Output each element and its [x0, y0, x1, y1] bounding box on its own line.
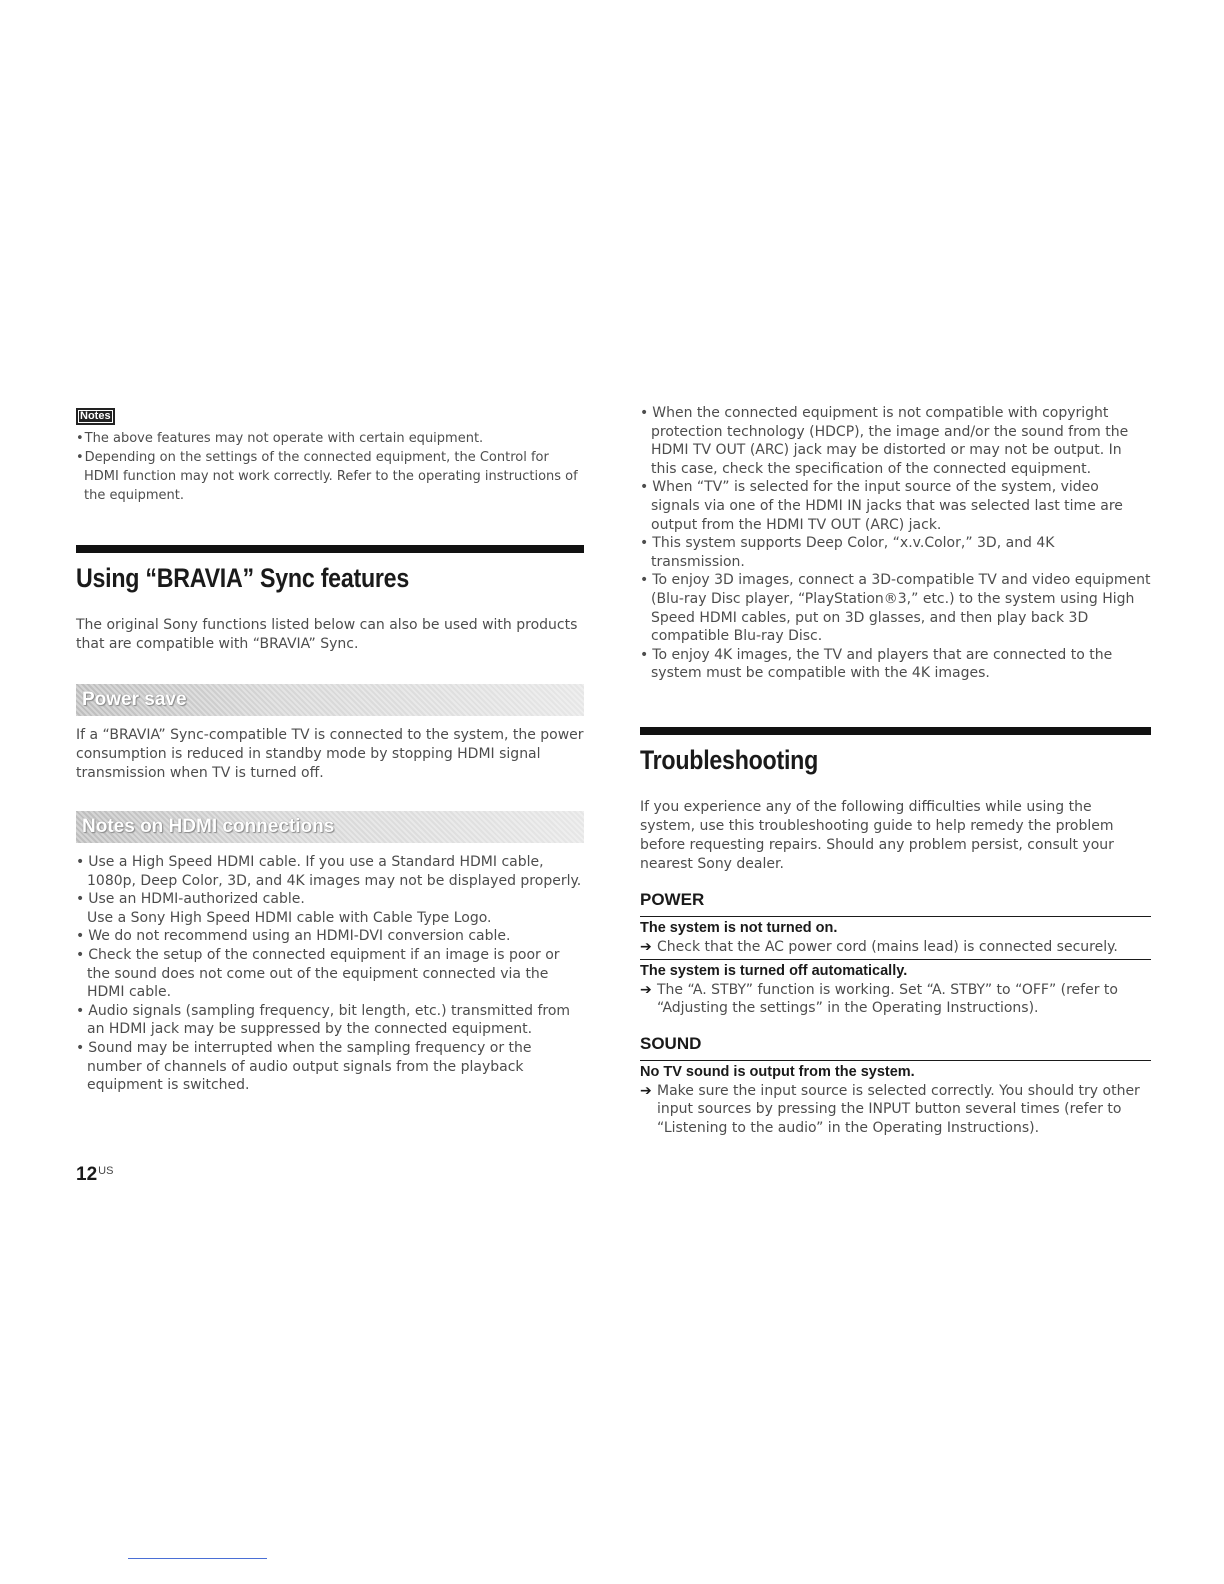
issue-title: No TV sound is output from the system. [640, 1060, 1151, 1082]
bottom-divider [128, 1558, 267, 1559]
issue-remedy: ➔ The “A. STBY” function is working. Set “A. STBY” to “OFF” (refer to “Adjusting the settings” in the Operating Instructions). [640, 981, 1118, 1017]
notes-badge: Notes [76, 408, 115, 425]
power-save-heading-text: Power save [82, 689, 187, 710]
arrow-right-icon: ➔ [640, 1082, 652, 1099]
troubleshooting-intro: If you experience any of the following difficulties while using the system, use this troubleshooting guide to help remedy the problem before requesting repairs. Should any problem persist, consult your nearest Sony dealer. [640, 798, 1114, 872]
notes-item: • Depending on the settings of the connected equipment, the Control for HDMI function may not work correctly. Refer to the operating instructions of the equipment. [76, 448, 584, 505]
power-heading: POWER [640, 889, 705, 909]
list-item: • Use a High Speed HDMI cable. If you use a Standard HDMI cable, 1080p, Deep Color, 3D, and 4K images may not be displayed properly. [76, 853, 584, 890]
page-suffix: US [98, 1165, 114, 1177]
issue-remedy: ➔ Make sure the input source is selected correctly. You should try other input sources by pressing the INPUT button several times (refer to “Listening to the audio” in the Operating Instructions). [640, 1082, 1140, 1136]
hdmi-notes-heading [76, 811, 584, 843]
left-column [76, 404, 584, 1095]
section-rule [76, 545, 584, 553]
list-item: • Check the setup of the connected equipment if an image is poor or the sound does not come out of the equipment connected via the HDMI cable. [76, 946, 584, 1002]
arrow-right-icon: ➔ [640, 981, 652, 998]
issue-title: The system is not turned on. [640, 916, 1151, 938]
list-item: • Audio signals (sampling frequency, bit length, etc.) transmitted from an HDMI jack may be suppressed by the connected equipment. [76, 1002, 584, 1039]
power-save-text: If a “BRAVIA” Sync-compatible TV is connected to the system, the power consumption is reduced in standby mode by stopping HDMI signal transmission when TV is turned off. [76, 727, 584, 781]
arrow-right-icon: ➔ [640, 938, 652, 955]
list-item: • When “TV” is selected for the input source of the system, video signals via one of the HDMI IN jacks that was selected last time are output from the HDMI TV OUT (ARC) jack. [640, 478, 1151, 534]
power-save-heading [76, 684, 584, 716]
issue-title: The system is turned off automatically. [640, 959, 1151, 981]
issue-remedy: ➔ Check that the AC power cord (mains lead) is connected securely. [640, 938, 1118, 955]
list-item: • To enjoy 4K images, the TV and players that are connected to the system must be compatible with the 4K images. [640, 646, 1151, 683]
troubleshooting-title: Troubleshooting [640, 744, 819, 775]
hdmi-notes-list [76, 853, 584, 1095]
list-item: • To enjoy 3D images, connect a 3D-compatible TV and video equipment (Blu-ray Disc player, “PlayStation®3,” etc.) to the system using High Speed HDMI cables, put on 3D glasses, and then play back 3D compatible Blu-ray Disc. [640, 571, 1151, 645]
list-item: • When the connected equipment is not compatible with copyright protection technology (HDCP), the image and/or the sound from the HDMI TV OUT (ARC) jack may be distorted or may not be output. In this case, check the specification of the connected equipment. [640, 404, 1151, 478]
bravia-sync-intro: The original Sony functions listed below can also be used with products that are compatible with “BRAVIA” Sync. [76, 617, 578, 652]
list-item: • We do not recommend using an HDMI-DVI conversion cable. [76, 927, 584, 946]
sound-heading: SOUND [640, 1033, 702, 1053]
list-item: • Sound may be interrupted when the sampling frequency or the number of channels of audio output signals from the playback equipment is switched. [76, 1039, 584, 1095]
section-rule [640, 727, 1151, 735]
list-item-extra: Use a Sony High Speed HDMI cable with Cable Type Logo. [87, 909, 492, 926]
notes-list [76, 429, 584, 505]
page-number: $12^{US}$ [76, 1164, 114, 1185]
hdmi-notes-continued-list [640, 404, 1151, 683]
hdmi-notes-heading-text: Notes on HDMI connections [82, 816, 335, 837]
right-column [640, 404, 1151, 1139]
list-item: • This system supports Deep Color, “x.v.Color,” 3D, and 4K transmission. [640, 534, 1151, 571]
notes-item: • The above features may not operate with certain equipment. [76, 429, 584, 448]
bravia-sync-title: Using “BRAVIA” Sync features [76, 563, 409, 593]
list-item: • Use an HDMI-authorized cable. Use a Sony High Speed HDMI cable with Cable Type Logo. [76, 890, 584, 927]
